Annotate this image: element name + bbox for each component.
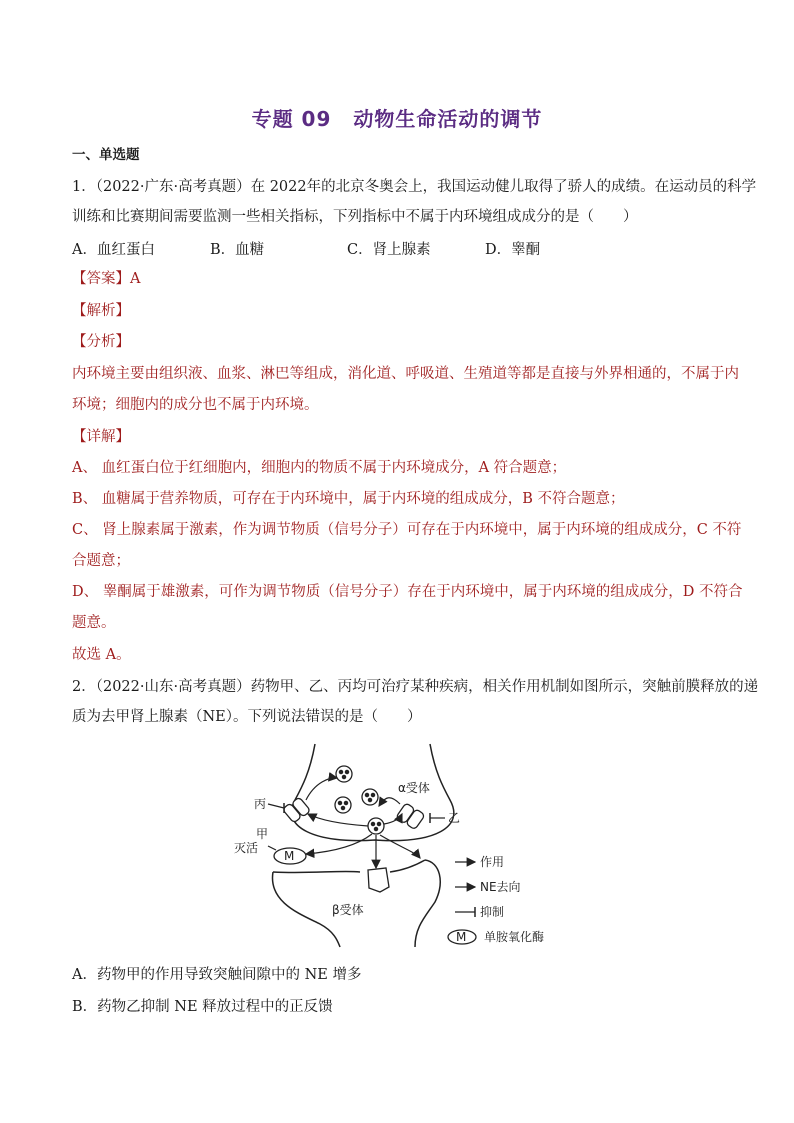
q1-detail-c-line2: 合题意； xyxy=(72,553,130,569)
legend-inhibit: 抑制 xyxy=(480,905,505,919)
ne-to-transporter-arrow xyxy=(308,814,368,826)
q1-conclusion: 故选 A。 xyxy=(72,647,131,663)
label-inactivation: 灭活 xyxy=(234,841,259,855)
ne-reuptake-arrow xyxy=(306,778,337,800)
vesicle xyxy=(362,789,378,805)
legend-monoamine-oxidase: 单胺氧化酶 xyxy=(484,930,545,944)
q2-stem-line2: 质为去甲肾上腺素（NE）。下列说法错误的是（ ） xyxy=(72,709,422,725)
page-title xyxy=(0,103,794,132)
q1-option-b: B．血糖 xyxy=(210,242,265,258)
q1-fenxi-tag: 【分析】 xyxy=(72,334,130,350)
q1-detail-b: B、 血糖属于营养物质，可存在于内环境中，属于内环境的组成成分，B 不符合题意； xyxy=(72,491,625,507)
legend-action: 作用 xyxy=(480,855,505,869)
q2-stem-line1: 2．（2022·山东·高考真题）药物甲、乙、丙均可治疗某种疾病，相关作用机制如图所示，突触前膜释放的递 xyxy=(72,679,759,695)
alpha-feedback-arrow xyxy=(379,798,400,806)
q1-detail-a: A、 血红蛋白位于红细胞内，细胞内的物质不属于内环境成分，A 符合题意； xyxy=(72,460,567,476)
q1-detail-tag: 【详解】 xyxy=(72,429,130,445)
legend-enzyme-symbol: M xyxy=(456,930,467,944)
q1-detail-d-line2: 题意。 xyxy=(72,615,116,631)
reuptake-transporter xyxy=(282,797,310,823)
q1-stem-line2: 训练和比赛期间需要监测一些相关指标，下列指标中不属于内环境组成成分的是（ ） xyxy=(72,209,638,225)
vesicle xyxy=(336,766,352,782)
q1-answer: 【答案】A xyxy=(72,271,141,287)
q1-stem-line1: 1．（2022·广东·高考真题）在 2022年的北京冬奥会上，我国运动健儿取得了骄人的成绩。在运动员的科学 xyxy=(72,179,757,195)
label-drug-yi: 乙 xyxy=(448,811,461,825)
ne-release-arrow xyxy=(380,835,420,858)
drug-bing-inhibit xyxy=(268,804,284,808)
q1-analysis-tag: 【解析】 xyxy=(72,303,130,319)
q2-option-a: A．药物甲的作用导致突触间隙中的 NE 增多 xyxy=(72,967,362,983)
title-topic-name: 动物生命活动的调节 xyxy=(353,107,543,131)
q1-option-c: C．肾上腺素 xyxy=(347,242,431,258)
enzyme-symbol: M xyxy=(284,849,295,863)
ne-to-enzyme-arrow xyxy=(306,834,372,854)
synapse-diagram xyxy=(234,742,560,947)
label-drug-jia: 甲 xyxy=(256,827,269,841)
q1-fenxi-line2: 环境；细胞内的成分也不属于内环境。 xyxy=(72,397,319,413)
q1-fenxi-line1: 内环境主要由组织液、血浆、淋巴等组成，消化道、呼吸道、生殖道等都是直接与外界相通的，不属于内 xyxy=(72,366,739,382)
section-heading: 一、单选题 xyxy=(72,147,140,163)
q1-detail-d-line1: D、 睾酮属于雄激素，可作为调节物质（信号分子）存在于内环境中，属于内环境的组成成分，D 不符合 xyxy=(72,584,743,600)
label-drug-bing: 丙 xyxy=(254,797,267,811)
label-alpha-receptor: α受体 xyxy=(398,781,430,795)
beta-receptor xyxy=(368,868,389,892)
label-beta-receptor: β受体 xyxy=(332,903,364,917)
q2-option-b: B．药物乙抑制 NE 释放过程中的正反馈 xyxy=(72,999,333,1015)
drug-jia-inhibit xyxy=(268,846,276,850)
released-ne-vesicle xyxy=(368,818,384,834)
legend-ne-fate: NE去向 xyxy=(480,880,521,894)
diagram-legend xyxy=(448,855,544,944)
q1-option-a: A．血红蛋白 xyxy=(72,242,155,258)
q1-option-d: D．睾酮 xyxy=(485,242,541,258)
title-topic-number: 专题 09 xyxy=(251,107,332,131)
monoamine-oxidase-enzyme xyxy=(274,848,306,864)
vesicle xyxy=(335,797,351,813)
q1-detail-c-line1: C、 肾上腺素属于激素，作为调节物质（信号分子）可存在于内环境中，属于内环境的组成成分，C 不符 xyxy=(72,522,742,538)
